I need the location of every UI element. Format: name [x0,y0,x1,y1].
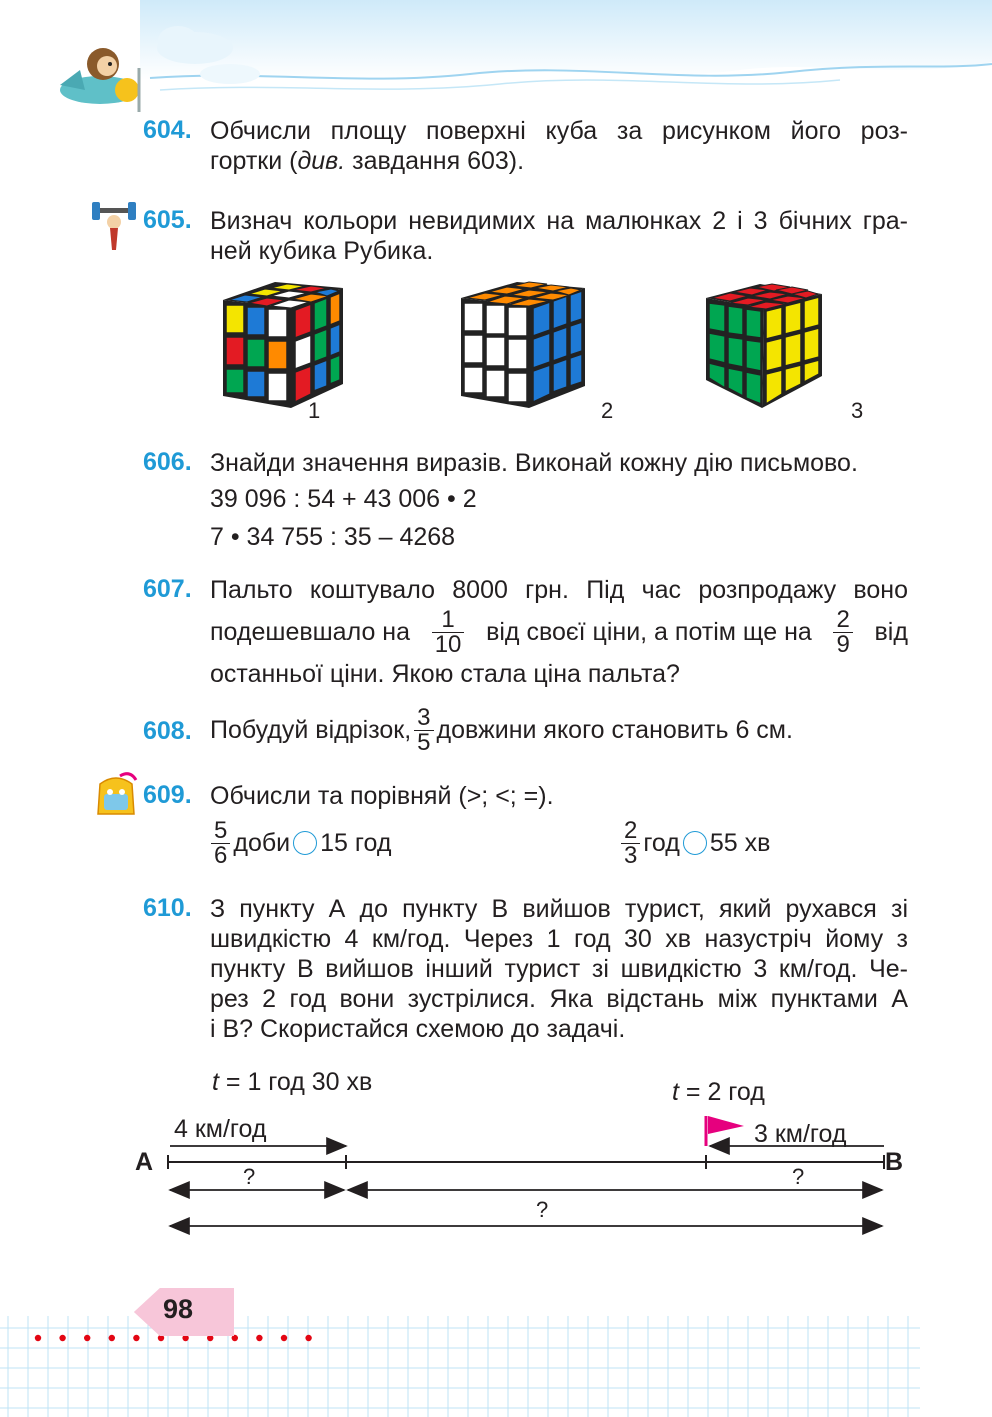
task-609-comparison-1: $\frac{5}{6}$ доби 15 год [208,815,391,871]
decor-dot [59,1335,65,1341]
scheme-speed-1: 4 км/год [174,1115,267,1143]
fraction-5-6: $\frac{5}{6}$ [211,819,230,868]
fraction-3-5: $\frac{3}{5}$ [414,706,433,755]
task-610-line4: рез 2 год вони зустрілися. Яка відстань між пунктами А [210,985,908,1013]
task-605-line1: Визнач кольори невидимих на малюнках 2 і 3 бічних гра- [210,207,908,235]
decor-dot [256,1335,262,1341]
task-607-line2: подешевшало на $\frac{1}{10}$ від своєї ціни, а потім ще на $\frac{2}{9}$ від [210,605,908,658]
task-number-606: 606. [143,448,192,476]
question-mark-1: ? [243,1164,256,1189]
fraction-1-10: $\frac{1}{10}$ [432,608,465,657]
task-607-line3: останньої ціни. Якою стала ціна пальта? [210,660,680,688]
decor-dot [109,1335,115,1341]
cube-caption-3: 3 [851,398,864,423]
compare-circle-2[interactable] [683,831,707,855]
decor-dot [305,1335,311,1341]
decor-dot [281,1335,287,1341]
task-609-comparison-2: $\frac{2}{3}$ год 55 хв [618,815,770,871]
fraction-2-3: $\frac{2}{3}$ [621,819,640,868]
fraction-2-9: $\frac{2}{9}$ [833,608,852,657]
task-number-609: 609. [143,781,192,809]
point-b-label: В [885,1148,904,1176]
task-number-604: 604. [143,116,192,144]
scheme-time-1: t = 1 год 30 хв [212,1068,373,1096]
task-604-line1: Обчисли площу поверхні куба за рисунком його роз- [210,117,908,145]
cube-caption-2: 2 [601,398,614,423]
task-606-expression-2: 7 • 34 755 : 35 – 4268 [210,523,456,551]
meeting-flag-icon [708,1116,744,1134]
dumbbell-icon [90,196,140,254]
task-number-608: 608. [143,717,192,745]
decor-dot [35,1335,41,1341]
task-number-605: 605. [143,206,192,234]
task-606-line1: Знайди значення виразів. Виконай кожну дію письмово. [210,449,858,477]
task-606-expression-1: 39 096 : 54 + 43 006 • 2 [210,485,477,513]
task-610-line3: пункту В вийшов інший турист зі швидкістю 3 км/год. Че- [210,955,908,983]
task-610-line1: З пункту А до пункту В вийшов турист, який рухався зі [210,895,908,923]
task-607-line1: Пальто коштувало 8000 грн. Під час розпродажу воно [210,576,908,604]
distance-scheme [0,1100,992,1240]
decor-dot [84,1335,90,1341]
task-number-610: 610. [143,894,192,922]
scheme-time-2: t = 2 год [672,1078,765,1106]
cube-caption-1: 1 [308,398,321,423]
backpack-icon [90,770,142,820]
page-number: 98 [163,1294,194,1324]
point-a-label: А [135,1148,154,1176]
task-number-607: 607. [143,575,192,603]
compare-circle-1[interactable] [293,831,317,855]
task-604-line2: гортки (див. завдання 603). [210,147,525,175]
task-610-line5: і В? Скористайся схемою до задачі. [210,1015,626,1043]
task-610-line2: швидкістю 4 км/год. Через 1 год 30 хв назустріч йому з [210,925,908,953]
task-609-line1: Обчисли та порівняй (>; <; =). [210,782,554,810]
question-mark-3: ? [536,1197,549,1222]
question-mark-2: ? [792,1164,805,1189]
scheme-speed-2: 3 км/год [754,1120,847,1148]
plane-hedgehog-icon [55,40,150,115]
rubik-cube-2 [455,278,595,413]
rubik-cube-1 [215,278,355,413]
task-608-line1: Побудуй відрізок, $\frac{3}{5}$ довжини якого становить 6 см. [210,703,793,756]
rubik-cube-3 [700,280,830,412]
task-605-line2: ней кубика Рубика. [210,237,434,265]
